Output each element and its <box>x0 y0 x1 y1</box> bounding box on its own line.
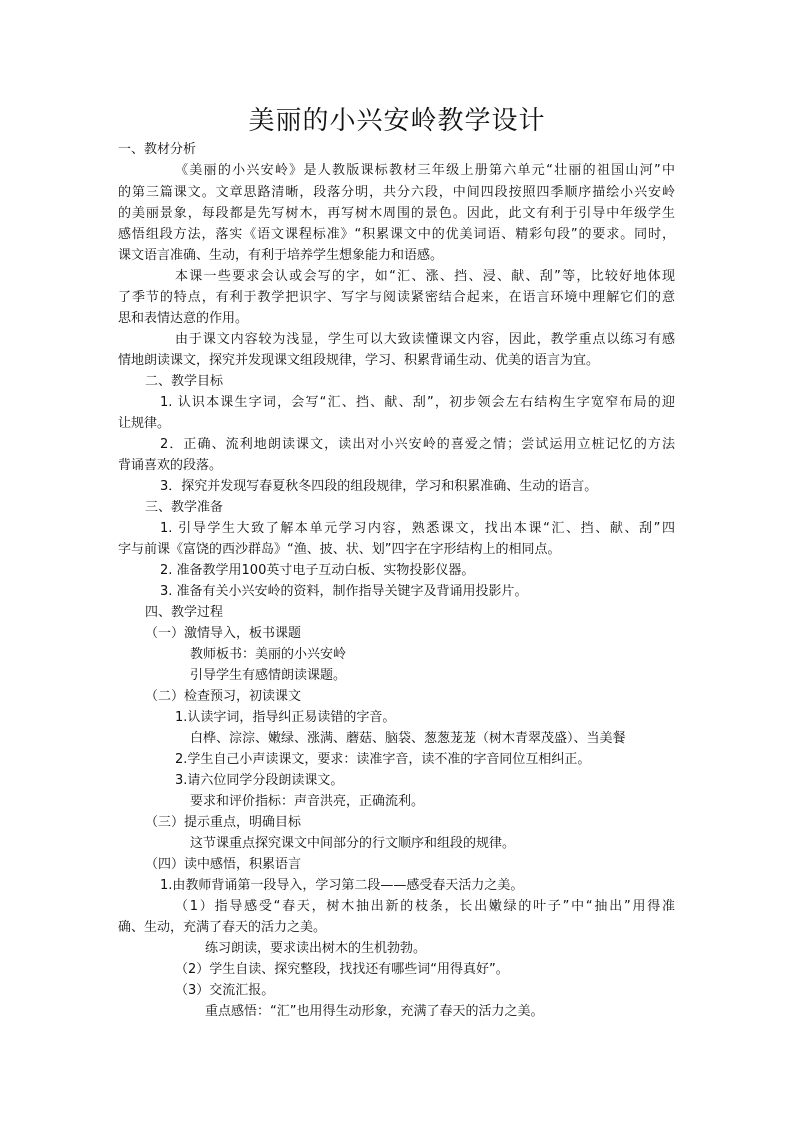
paragraph-line: 的第三篇课文。文章思路清晰，段落分明，共分六段，中间四段按照四季顺序描绘小兴安岭 <box>118 185 675 200</box>
process-line: 确、生动，充满了春天的活力之美。 <box>118 920 327 935</box>
paragraph-line: 感悟组段方法，落实《语文课程标准》“积累课文中的优美词语、精彩句段”的要求。同时， <box>118 227 675 242</box>
section-heading-3: 三、教学准备 <box>145 500 224 515</box>
subsection-heading: （一）激情导入，板书课题 <box>145 626 302 641</box>
subsection-heading: （二）检查预习，初读课文 <box>145 689 302 704</box>
section-heading-4: 四、教学过程 <box>145 605 224 620</box>
paragraph-line: 的美丽景象，每段都是先写树木，再写树木周围的景色。因此，此文有利于引导中年级学生 <box>118 206 675 221</box>
objective-item: 背诵喜欢的段落。 <box>118 458 223 473</box>
paragraph-line: 本课一些要求会认或会写的字，如“汇、涨、挡、浸、献、刮”等，比较好地体现 <box>175 269 675 284</box>
paragraph-line: 《美丽的小兴安岭》是人教版课标教材三年级上册第六单元“壮丽的祖国山河”中 <box>175 163 675 178</box>
objective-item: 1. 认识本课生字词，会写“汇、挡、献、刮”，初步领会左右结构生字宽窄布局的迎 <box>160 395 675 410</box>
process-line: 3.请六位同学分段朗读课文。 <box>175 773 344 788</box>
objective-item: 3．探究并发现写春夏秋冬四段的组段规律，学习和积累准确、生动的语言。 <box>160 479 598 494</box>
process-line: 这节课重点探究课文中间部分的行文顺序和组段的规律。 <box>190 836 516 851</box>
process-line: （3）交流汇报。 <box>175 983 275 998</box>
objective-item: 2．正确、流利地朗读课文，读出对小兴安岭的喜爱之情；尝试运用立桩记忆的方法 <box>160 437 675 452</box>
preparation-item: 3. 准备有关小兴安岭的资料，制作指导关键字及背诵用投影片。 <box>160 584 528 599</box>
process-line: 2.学生自己小声读课文，要求：读准字音，读不准的字音同位互相纠正。 <box>175 752 591 767</box>
preparation-item: 字与前课《富饶的西沙群岛》“渔、披、状、划”四字在字形结构上的相同点。 <box>118 542 561 557</box>
page-title: 美丽的小兴安岭教学设计 <box>248 106 546 136</box>
preparation-item: 2. 准备教学用100英寸电子互动白板、实物投影仪器。 <box>160 563 475 578</box>
objective-item: 让规律。 <box>118 416 171 431</box>
paragraph-line: 思和表情达意的作用。 <box>118 311 249 326</box>
process-line: 要求和评价指标：声音洪亮，正确流利。 <box>190 794 425 809</box>
preparation-item: 1. 引导学生大致了解本单元学习内容，熟悉课文，找出本课“汇、挡、献、刮”四 <box>160 521 675 536</box>
process-line: 重点感悟：“汇”也用得生动形象，充满了春天的活力之美。 <box>205 1004 544 1019</box>
process-line: 教师板书：美丽的小兴安岭 <box>190 647 347 662</box>
paragraph-line: 了季节的特点，有利于教学把识字、写字与阅读紧密结合起来，在语言环境中理解它们的意 <box>118 290 675 305</box>
process-line: 练习朗读，要求读出树木的生机勃勃。 <box>205 941 427 956</box>
process-line: 引导学生有感情朗读课题。 <box>190 668 347 683</box>
process-line: （2）学生自读、探究整段，找找还有哪些词“用得真好”。 <box>175 962 509 977</box>
subsection-heading: （四）读中感悟，积累语言 <box>145 857 302 872</box>
paragraph-line: 情地朗读课文，探究并发现课文组段规律，学习、积累背诵生动、优美的语言为宜。 <box>118 353 600 368</box>
section-heading-1: 一、教材分析 <box>118 142 197 157</box>
process-line: （1）指导感受“春天，树木抽出新的枝条，长出嫩绿的叶子”中“抽出”用得准 <box>175 899 675 914</box>
paragraph-line: 课文语言准确、生动，有利于培养学生想象能力和语感。 <box>118 248 444 263</box>
process-line: 1.认读字词，指导纠正易读错的字音。 <box>175 710 396 725</box>
process-line: 白桦、淙淙、嫩绿、涨满、蘑菇、脑袋、葱葱茏茏（树木青翠茂盛）、当美餐 <box>190 731 626 746</box>
section-heading-2: 二、教学目标 <box>145 374 224 389</box>
process-line: 1.由教师背诵第一段导入，学习第二段——感受春天活力之美。 <box>160 878 524 893</box>
paragraph-line: 由于课文内容较为浅显，学生可以大致读懂课文内容，因此，教学重点以练习有感 <box>175 332 675 347</box>
subsection-heading: （三）提示重点，明确目标 <box>145 815 302 830</box>
